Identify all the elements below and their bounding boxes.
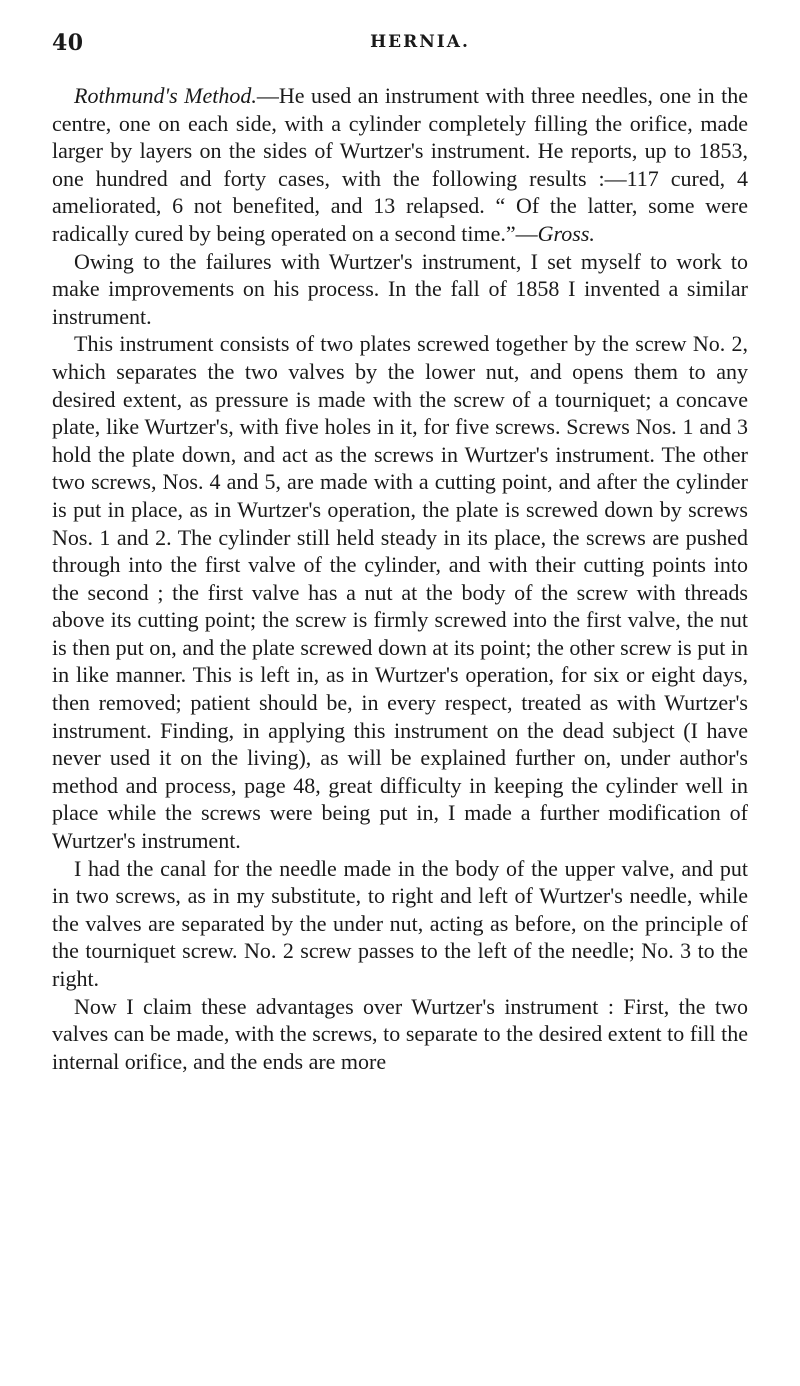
body-text [52, 82, 748, 1075]
citation-italic: Gross. [537, 220, 595, 246]
section-heading-italic: Rothmund's Method. [74, 83, 257, 108]
paragraph: Owing to the failures with Wurtzer's instrument, I set myself to work to make improvements on his process. In the fall of 1858 I invented a similar instrument. [52, 248, 748, 329]
page-number: 40 [52, 30, 84, 56]
paragraph: I had the canal for the needle made in the body of the upper valve, and put in two screws, as in my substitute, to right and left of Wurtzer's needle, while the valves are separated by the under nut, acting as before, on the principle of the tourniquet screw. No. 2 screw passes to the left of the needle; No. 3 to the right. [52, 855, 748, 991]
running-title: HERNIA. [370, 32, 470, 52]
paragraph-rothmund-method [52, 82, 748, 248]
paragraph: Now I claim these advantages over Wurtzer's instrument : First, the two valves can be made, with the screws, to separate to the desired extent to fill the internal orifice, and the ends are more [52, 993, 748, 1074]
paragraph-text: —He used an instrument with three needles, one in the centre, one on each side, with a cylinder completely filling the orifice, made larger by layers on the sides of Wurtzer's instrument. He reports, up to 1853, one hundred and forty cases, with the following results :—117 cured, 4 ameliorated, 6 not benefited, and 13 relapsed. “ Of the latter, some were radically cured by being operated on a second time.”— [52, 83, 748, 246]
paragraph: This instrument consists of two plates screwed together by the screw No. 2, which separates the two valves by the lower nut, and opens them to any desired extent, as pressure is made with the screw of a tourniquet; a concave plate, like Wurtzer's, with five holes in it, for five screws. Screws Nos. 1 and 3 hold the plate down, and act as the screws in Wurtzer's instrument. The other two screws, Nos. 4 and 5, are made with a cutting point, and after the cylinder is put in place, as in Wurtzer's operation, the plate is screwed down by screws Nos. 1 and 2. The cylinder still held steady in its place, the screws are pushed through into the first valve of the cylinder, and with their cutting points into the second ; the first valve has a nut at the body of the screw with threads above its cutting point; the screw is firmly screwed into the first valve, the nut is then put on, and the plate screwed down at its point; the other screw is put in in like manner. This is left in, as in Wurtzer's operation, for six or eight days, then removed; patient should be, in every respect, treated as with Wurtzer's instrument. Finding, in applying this instrument on the dead subject (I have never used it on the living), as will be explained further on, under author's method and process, page 48, great difficulty in keeping the cylinder well in place while the screws were being put in, I made a further modification of Wurtzer's instrument. [52, 331, 748, 854]
running-head [52, 30, 748, 58]
